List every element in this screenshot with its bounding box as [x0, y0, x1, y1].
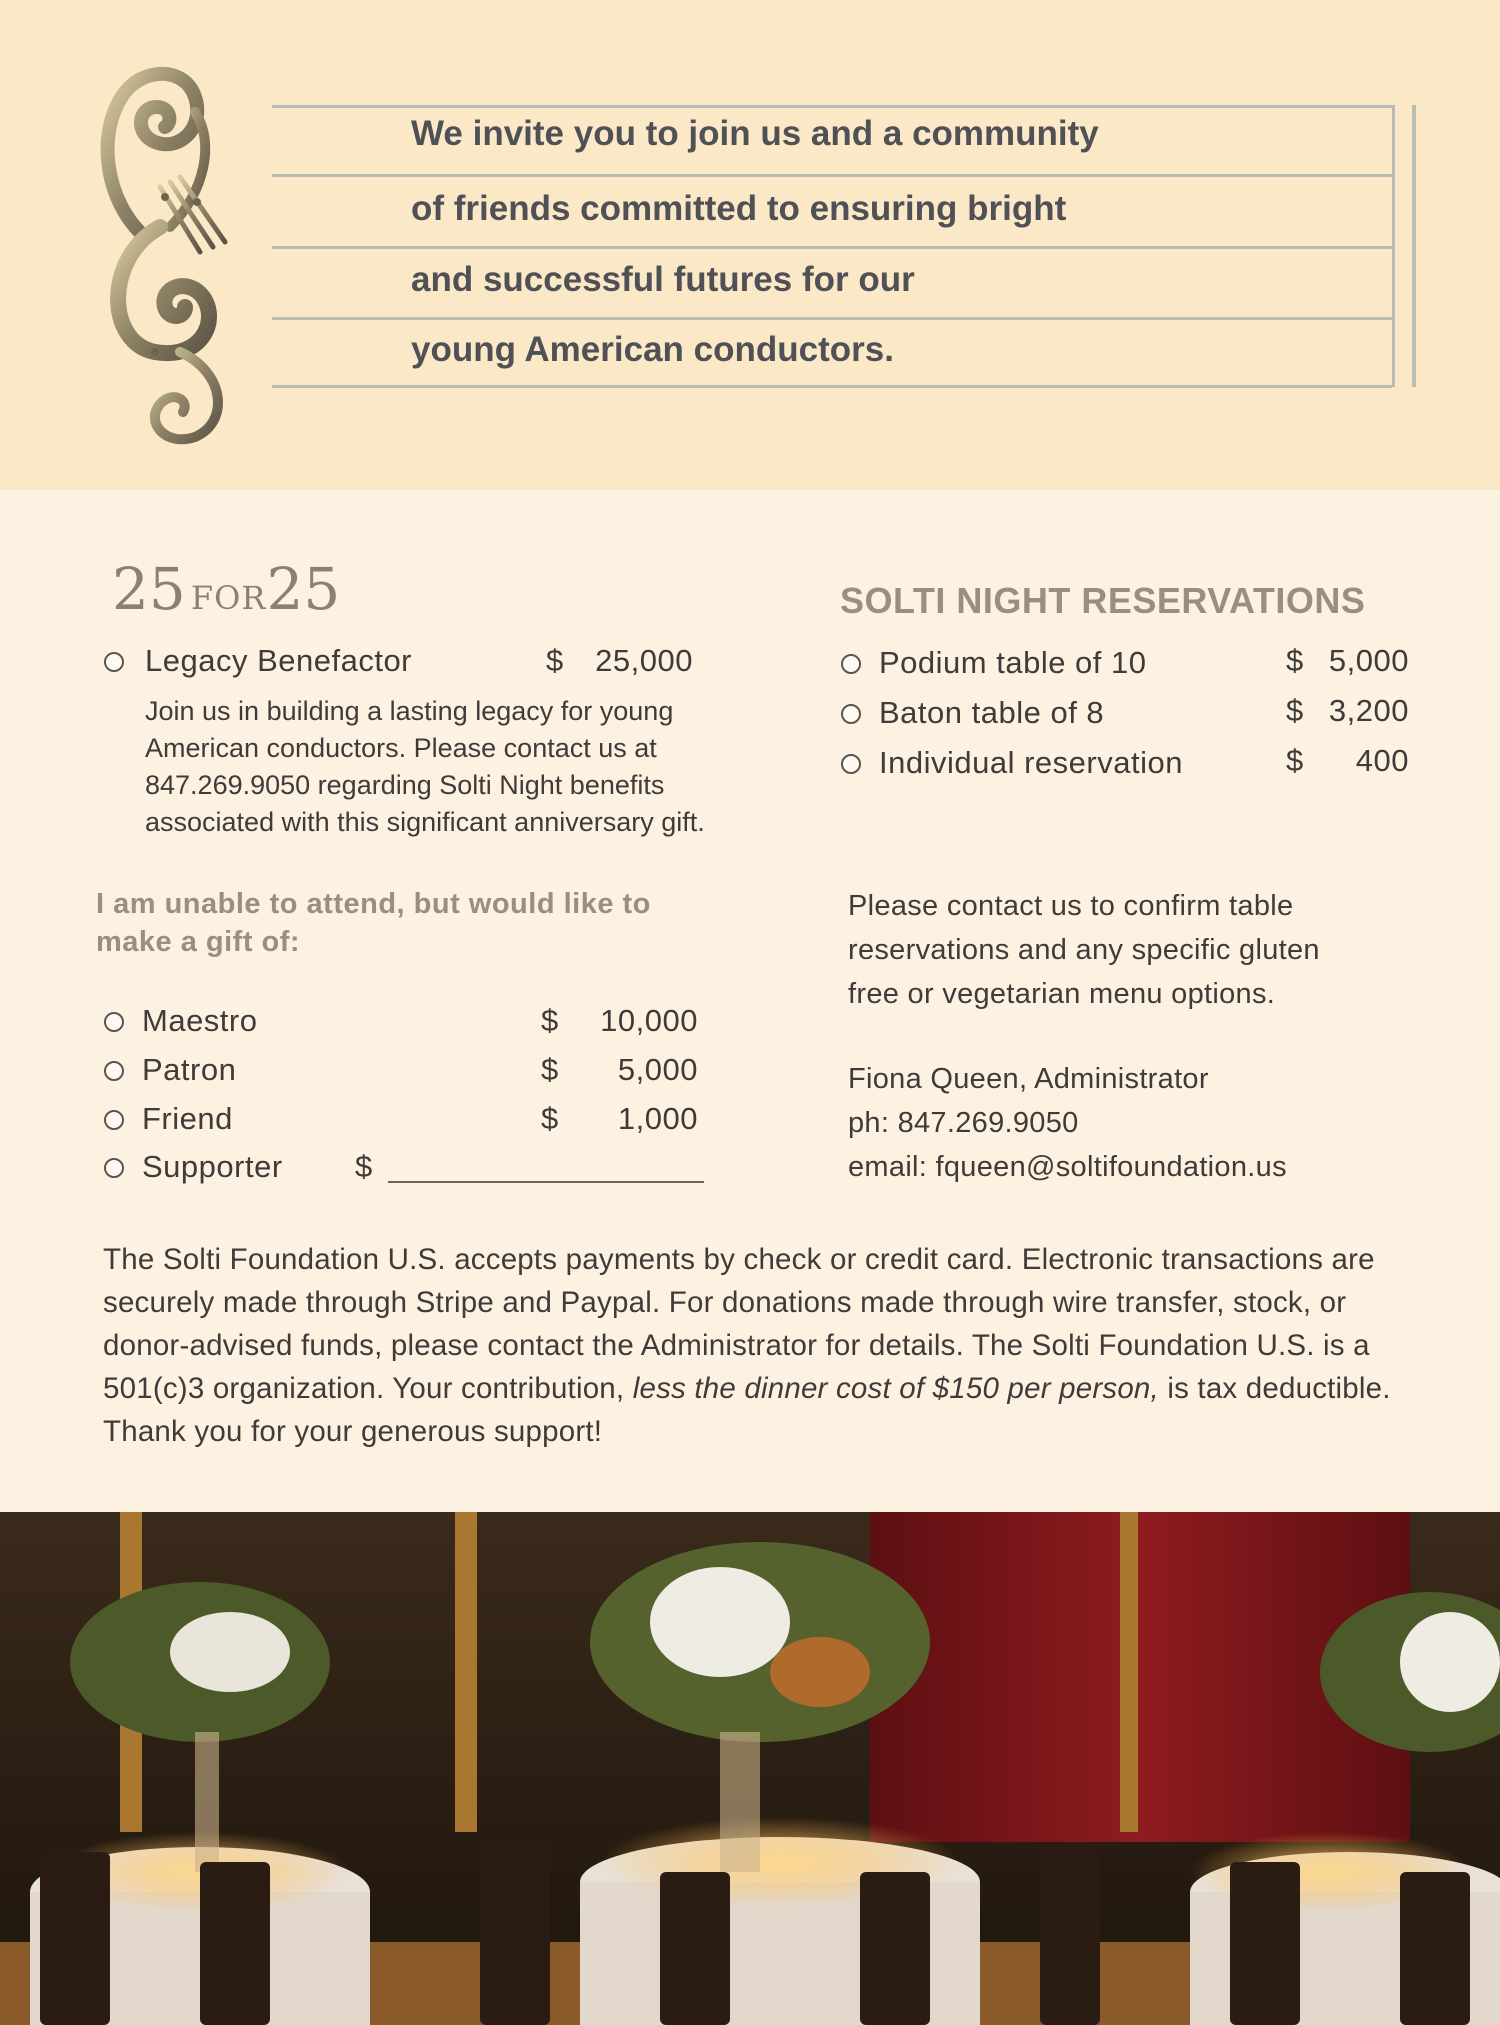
photo-floral-autumn [770, 1637, 870, 1707]
podium-table-label: Podium table of 10 [879, 645, 1147, 680]
legacy-benefactor-label: Legacy Benefactor [145, 643, 413, 678]
podium-table-currency: $ [1286, 643, 1304, 678]
photo-chair [40, 1852, 110, 2025]
contact-email[interactable]: email: fqueen@soltifoundation.us [848, 1151, 1287, 1183]
legacy-description: Join us in building a lasting legacy for young American conductors. Please contact us at 847.269.9050 regarding Solti Night benefits associated with this significant anniversary gift. [145, 696, 705, 837]
supporter-radio[interactable] [104, 1158, 124, 1178]
staff-bar-line [1392, 105, 1395, 387]
friend-radio[interactable] [104, 1110, 124, 1130]
photo-chair [200, 1862, 270, 2025]
baton-table-currency: $ [1286, 693, 1304, 728]
photo-floral-white [650, 1567, 790, 1677]
staff-line [272, 385, 1392, 388]
invite-line-1: We invite you to join us and a community [411, 114, 1099, 153]
baton-table-label: Baton table of 8 [879, 695, 1105, 730]
invite-line-3: and successful futures for our [411, 260, 915, 299]
reservations-title: SOLTI NIGHT RESERVATIONS [840, 580, 1366, 621]
podium-table-radio[interactable] [841, 654, 861, 674]
gift-intro: I am unable to attend, but would like to make a gift of: [96, 888, 651, 958]
staff-line [272, 174, 1392, 177]
contact-phone[interactable]: ph: 847.269.9050 [848, 1107, 1079, 1139]
invite-line-4: young American conductors. [411, 330, 894, 369]
staff-line [272, 246, 1392, 249]
legacy-currency: $ [546, 643, 564, 678]
baton-table-radio[interactable] [841, 704, 861, 724]
patron-amount: 5,000 [617, 1052, 698, 1087]
heading-num-2: 25 [266, 555, 341, 623]
photo-vase [720, 1732, 760, 1872]
maestro-amount: 10,000 [600, 1003, 698, 1038]
music-staff [272, 105, 1418, 391]
staff-line [272, 317, 1392, 320]
photo-column [455, 1512, 477, 1832]
friend-amount: 1,000 [617, 1101, 698, 1136]
photo-chair [1230, 1862, 1300, 2025]
photo-floral-white [1400, 1612, 1500, 1712]
payment-paragraph [103, 1238, 1413, 1453]
maestro-label: Maestro [142, 1003, 258, 1038]
staff-bar-line-thick [1412, 105, 1416, 387]
contact-name: Fiona Queen, Administrator [848, 1063, 1209, 1095]
maestro-radio[interactable] [104, 1012, 124, 1032]
supporter-amount-field[interactable] [388, 1181, 704, 1183]
individual-reservation-amount: 400 [1355, 743, 1409, 778]
invite-line-2: of friends committed to ensuring bright [411, 189, 1067, 228]
photo-chair [660, 1872, 730, 2025]
payment-text-1: The Solti Foundation U.S. accepts payments by check or credit card. Electronic transactions are securely made through Stripe and Paypal. For donations made through wire transfer, stock, or donor-advised funds, please contact the Administrator for details. The Solti Foundation U.S. is a 501(c)3 organization. Your contribution, [103, 1243, 1375, 1405]
heading-num-1: 25 [112, 555, 186, 623]
banquet-hall-photo [0, 1512, 1500, 2025]
friend-label: Friend [142, 1101, 233, 1136]
legacy-amount: 25,000 [595, 643, 693, 678]
patron-currency: $ [541, 1052, 559, 1087]
staff-line [272, 105, 1392, 108]
maestro-currency: $ [541, 1003, 559, 1038]
photo-floral-white [170, 1612, 290, 1692]
patron-label: Patron [142, 1052, 237, 1087]
individual-reservation-label: Individual reservation [879, 745, 1183, 780]
baton-table-amount: 3,200 [1328, 693, 1409, 728]
photo-chair [480, 1842, 550, 2025]
ornamental-clef-icon [85, 52, 255, 452]
photo-chair [1400, 1872, 1470, 2025]
patron-radio[interactable] [104, 1061, 124, 1081]
supporter-label: Supporter [142, 1149, 283, 1184]
heading-25-for-25 [112, 555, 340, 623]
heading-for: FOR [190, 579, 267, 617]
payment-text-italic: less the dinner cost of $150 per person, [632, 1372, 1159, 1405]
individual-reservation-currency: $ [1286, 743, 1304, 778]
individual-reservation-radio[interactable] [841, 754, 861, 774]
podium-table-amount: 5,000 [1328, 643, 1409, 678]
legacy-benefactor-radio[interactable] [104, 652, 124, 672]
photo-vase [195, 1732, 219, 1872]
photo-chair [860, 1872, 930, 2025]
friend-currency: $ [541, 1101, 559, 1136]
payment-text-2: is tax deductible. Thank you for your generous support! [103, 1372, 1391, 1448]
contact-note: Please contact us to confirm table reservations and any specific gluten free or vegetarian menu options. [848, 890, 1320, 1010]
photo-chair [1040, 1842, 1100, 2025]
photo-column [1120, 1512, 1138, 1832]
supporter-currency: $ [355, 1149, 373, 1184]
